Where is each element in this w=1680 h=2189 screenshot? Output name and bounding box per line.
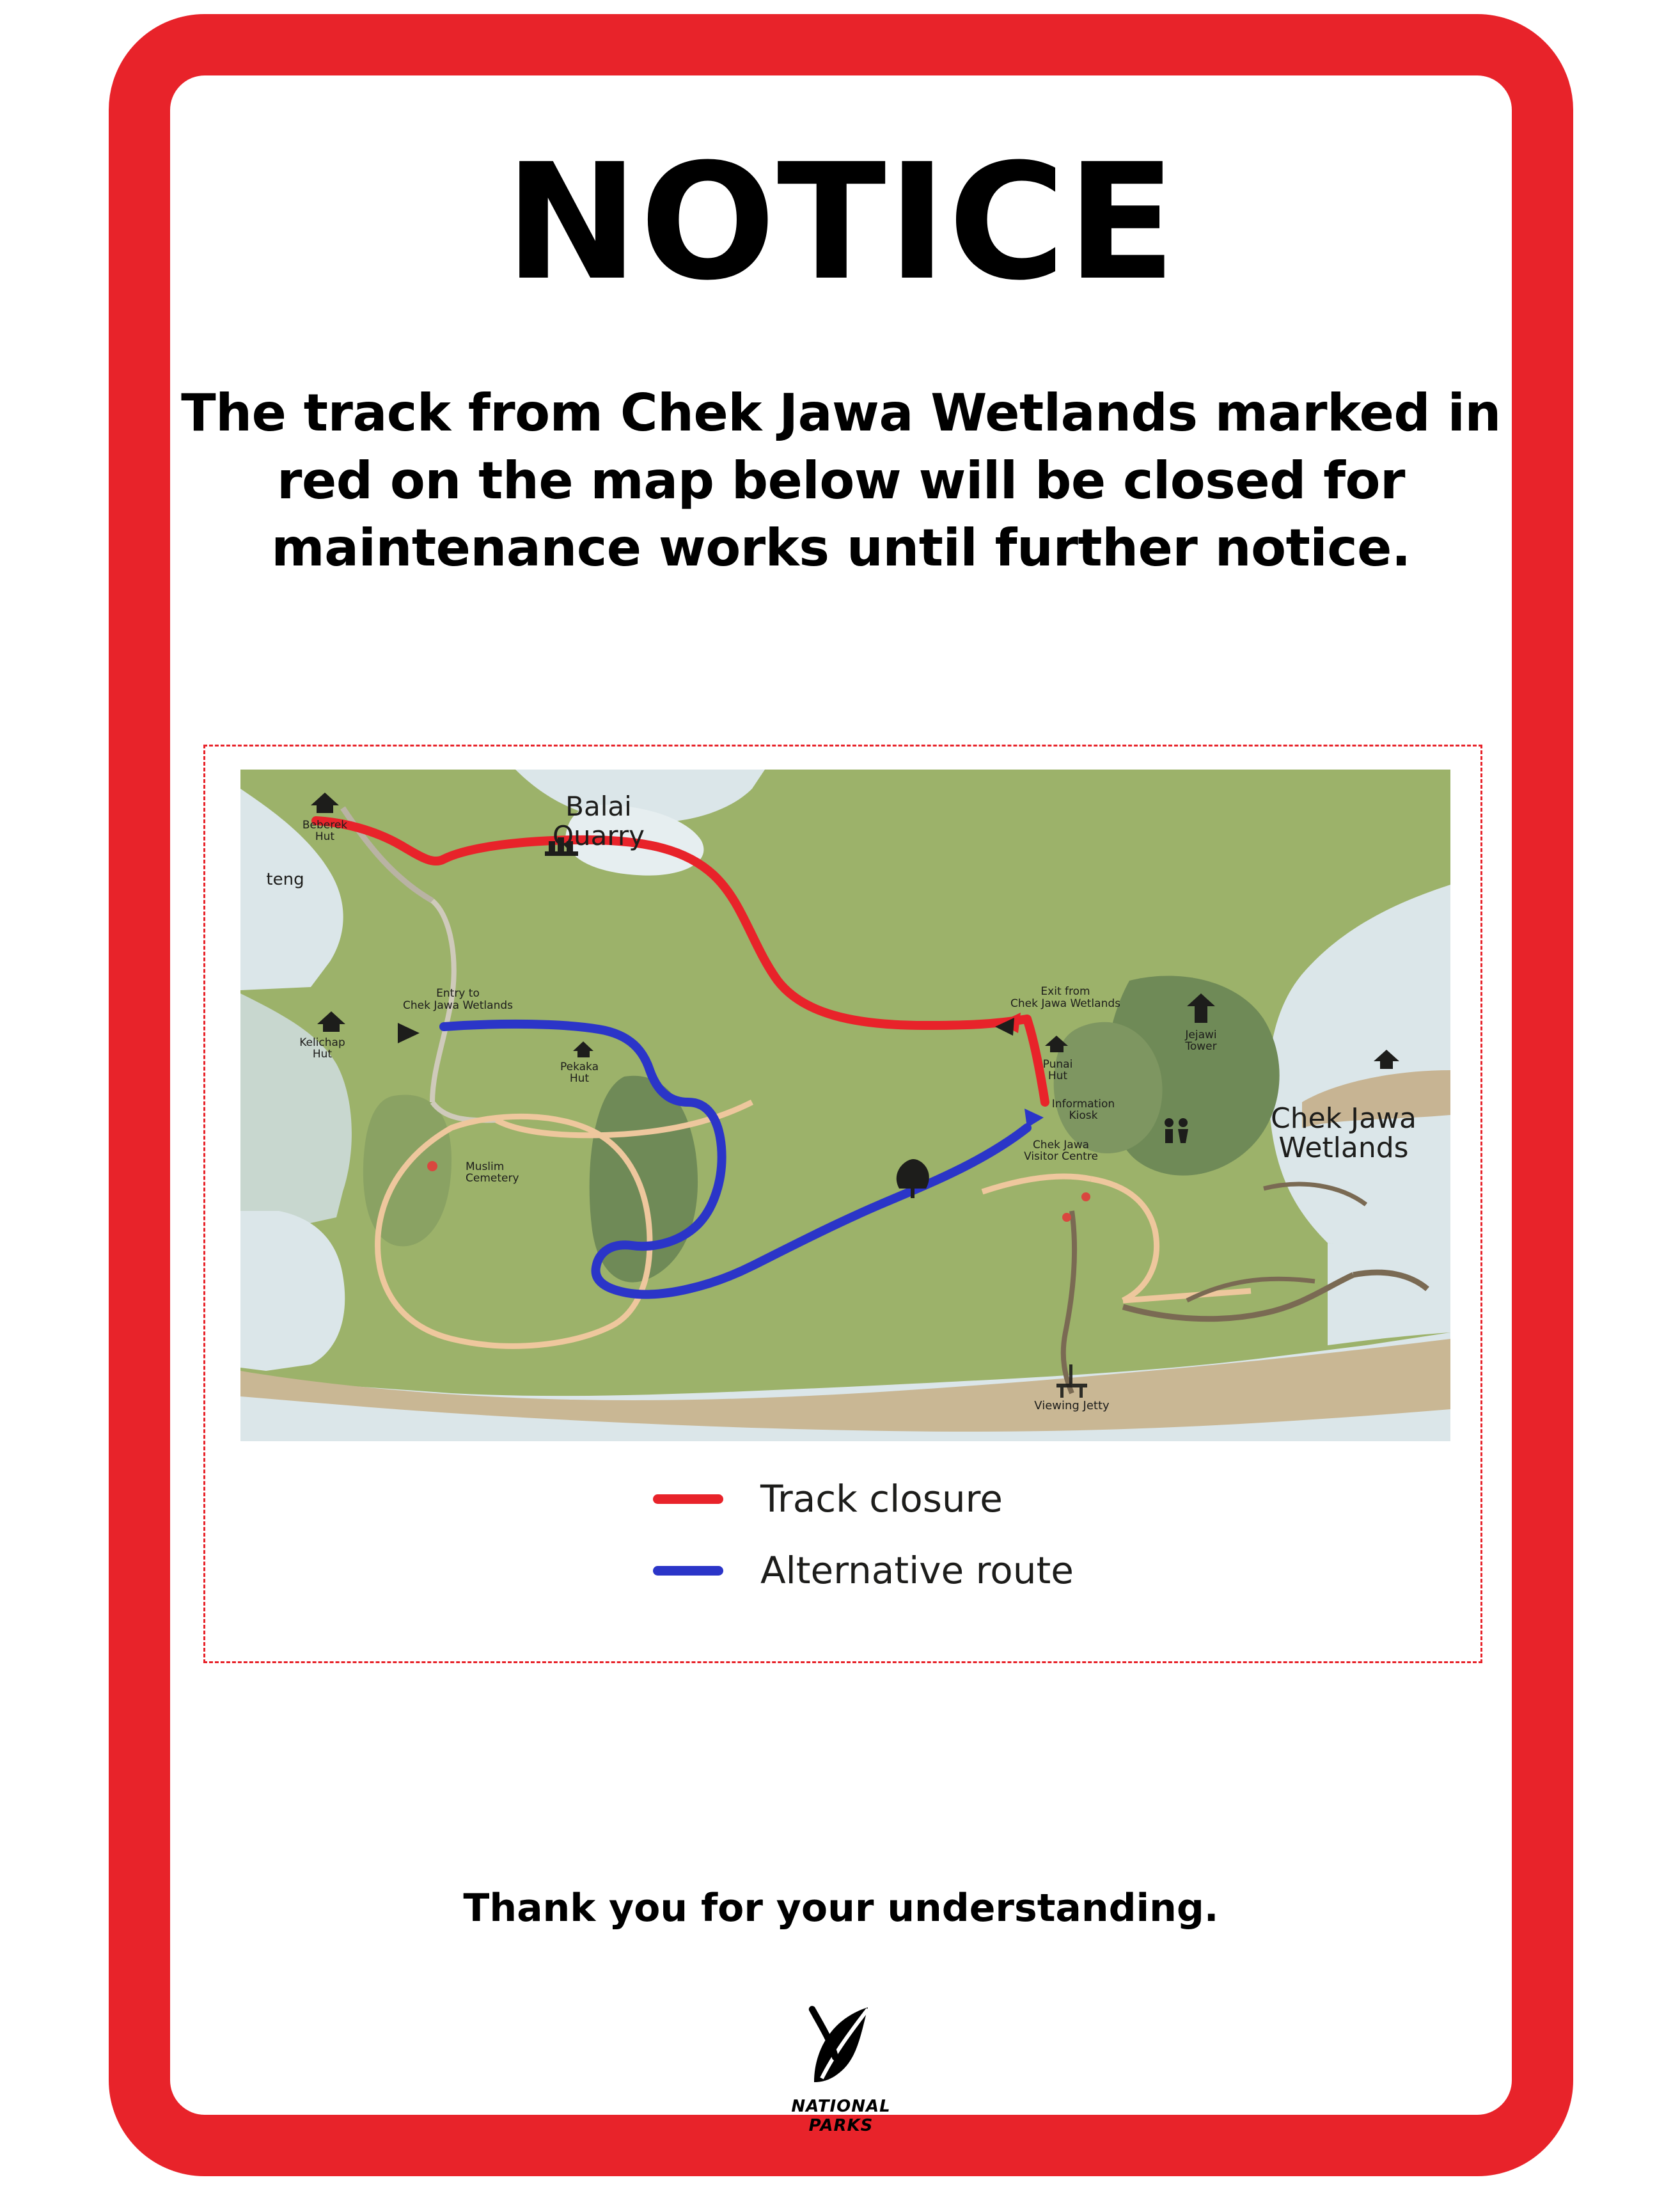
poster-content	[170, 75, 1512, 2135]
map-label-jejawi-2: Tower	[1185, 1040, 1217, 1053]
map-label-balai-quarry-2: Quarry	[552, 820, 645, 851]
nparks-logo	[713, 1998, 969, 2136]
map-label-kiosk-2: Kiosk	[1069, 1109, 1098, 1122]
map-block	[203, 745, 1482, 1663]
logo-line-1: NATIONAL	[791, 2097, 891, 2116]
map-label-cemetery-2: Cemetery	[466, 1172, 519, 1185]
map-label-kelichap-1: Kelichap	[299, 1036, 345, 1049]
logo-line-2: PARKS	[808, 2115, 874, 2135]
map-label-jejawi-1: Jejawi	[1185, 1029, 1217, 1041]
map-legend	[653, 1463, 1165, 1606]
map-label-beberek-1: Beberek	[302, 819, 348, 832]
map-label-punai-2: Hut	[1048, 1070, 1068, 1082]
map-label-kiosk-1: Information	[1051, 1098, 1115, 1110]
map-label-jetty: Viewing Jetty	[1034, 1399, 1110, 1412]
legend-swatch-track-closure	[653, 1494, 723, 1504]
leaf-icon	[793, 1998, 889, 2094]
map-label-entry-1: Entry to	[436, 987, 480, 1000]
map-label-pekaka-1: Pekaka	[560, 1061, 599, 1073]
map-label-visitor-2: Visitor Centre	[1024, 1150, 1098, 1163]
legend-label-alternative-route: Alternative route	[760, 1549, 1074, 1592]
thank-you-text: Thank you for your understanding.	[463, 1886, 1219, 1931]
map-label-pekaka-2: Hut	[569, 1072, 590, 1085]
legend-item-track-closure	[653, 1463, 1165, 1535]
map-label-cemetery-1: Muslim	[466, 1160, 505, 1173]
legend-swatch-alternative-route	[653, 1566, 723, 1576]
map-label-exit-2: Chek Jawa Wetlands	[1010, 997, 1121, 1010]
map-label-beberek-2: Hut	[315, 830, 335, 843]
trail-map	[240, 770, 1450, 1441]
map-artwork	[240, 770, 1450, 1441]
map-label-chek-jawa-1: Chek Jawa	[1270, 1102, 1417, 1135]
map-label-entry-2: Chek Jawa Wetlands	[402, 999, 514, 1012]
notice-message: The track from Chek Jawa Wetlands marked in red on the map below will be closed for maintenance works until further notice.	[181, 383, 1501, 578]
map-label-balai-quarry-1: Balai	[565, 791, 632, 822]
page-title: NOTICE	[505, 129, 1177, 315]
map-label-kelichap-2: Hut	[312, 1048, 333, 1061]
map-label-teng: teng	[266, 870, 304, 889]
map-label-punai-1: Punai	[1042, 1058, 1073, 1071]
legend-item-alternative-route	[653, 1535, 1165, 1606]
map-label-visitor-1: Chek Jawa	[1032, 1139, 1090, 1151]
map-label-chek-jawa-2: Wetlands	[1278, 1132, 1409, 1164]
legend-label-track-closure: Track closure	[760, 1477, 1003, 1521]
map-label-exit-1: Exit from	[1040, 985, 1090, 998]
